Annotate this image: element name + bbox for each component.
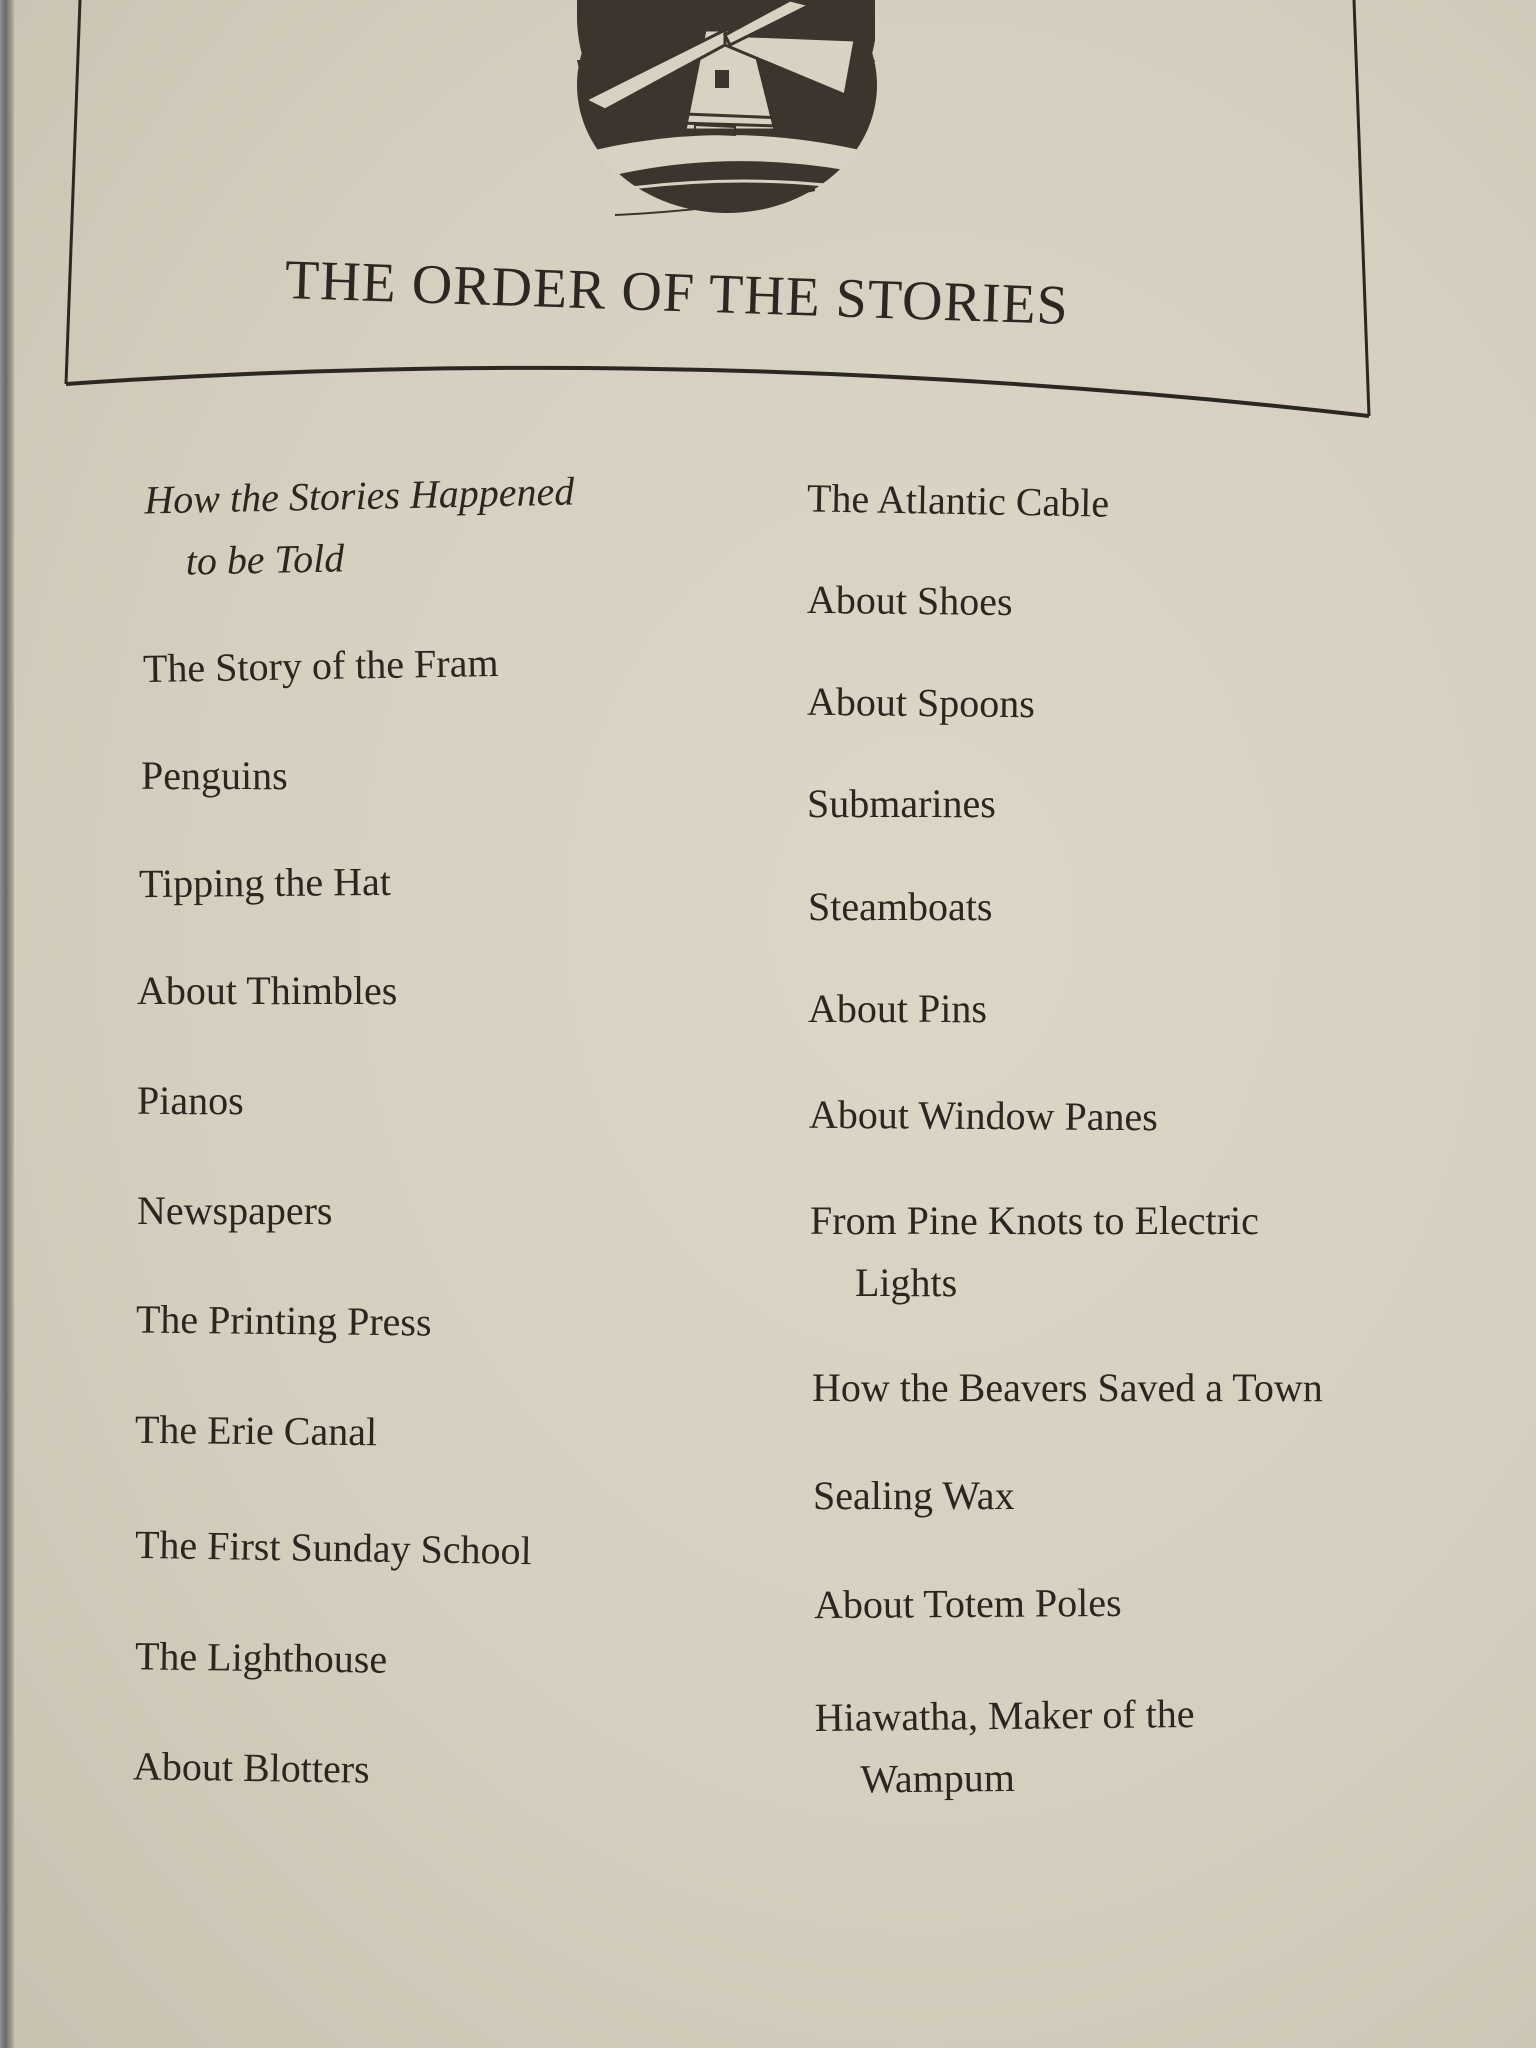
list-item-text: Penguins [141,753,288,798]
list-item-continuation: Wampum [860,1754,1016,1802]
list-item-text: The Lighthouse [134,1633,388,1682]
list-item [814,1683,1195,1811]
list-item [813,1465,1015,1527]
list-item [133,1735,371,1800]
list-item-continuation: Lights [855,1260,958,1305]
list-item-text: About Blotters [132,1743,370,1792]
list-item [807,671,1035,735]
list-item-text: How the Beavers Saved a Town [812,1365,1323,1410]
list-item [137,960,397,1022]
list-item-text: About Pins [808,986,987,1031]
windmill-emblem-icon [575,0,880,220]
list-item-text: The First Sunday School [134,1521,533,1574]
list-item [810,1190,1259,1314]
list-item [141,745,288,807]
list-item [812,1357,1323,1419]
list-item [806,467,1109,534]
list-item [142,632,499,700]
list-item [135,1399,378,1464]
list-item-text: About Totem Poles [813,1579,1122,1628]
list-item-text: The Erie Canal [134,1406,378,1455]
list-item [137,1070,244,1132]
list-item-text: Sealing Wax [813,1473,1015,1518]
list-item [809,1084,1158,1148]
list-item-text: Tipping the Hat [138,858,392,907]
list-item-text: Newspapers [137,1188,333,1233]
list-item-text: About Spoons [806,678,1036,727]
list-item-text: From Pine Knots to Electric [810,1198,1259,1243]
list-item [814,1572,1122,1636]
list-item [807,773,996,835]
list-item [135,1625,388,1691]
list-item [135,1514,533,1582]
list-item [139,851,391,915]
list-item-text: How the Stories Happened [143,468,575,523]
list-item-text: About Window Panes [808,1091,1158,1140]
list-item-text: The Printing Press [135,1296,432,1345]
list-item-text: Hiawatha, Maker of the [814,1691,1195,1740]
list-item-text: The Story of the Fram [142,639,499,692]
list-item-text: About Shoes [806,576,1013,625]
list-item [807,569,1013,633]
list-item [136,1288,432,1353]
list-item [808,978,987,1040]
list-item [808,876,992,938]
list-item [144,461,576,594]
list-item-text: About Thimbles [137,968,398,1013]
page-title: THE ORDER OF THE STORIES [283,249,1070,337]
list-item-text: Pianos [137,1078,244,1123]
list-item-text: Steamboats [808,884,993,929]
list-item-text: Submarines [807,781,996,826]
list-item-text: The Atlantic Cable [806,475,1110,526]
list-item-continuation: to be Told [185,535,345,584]
list-item [137,1180,333,1242]
